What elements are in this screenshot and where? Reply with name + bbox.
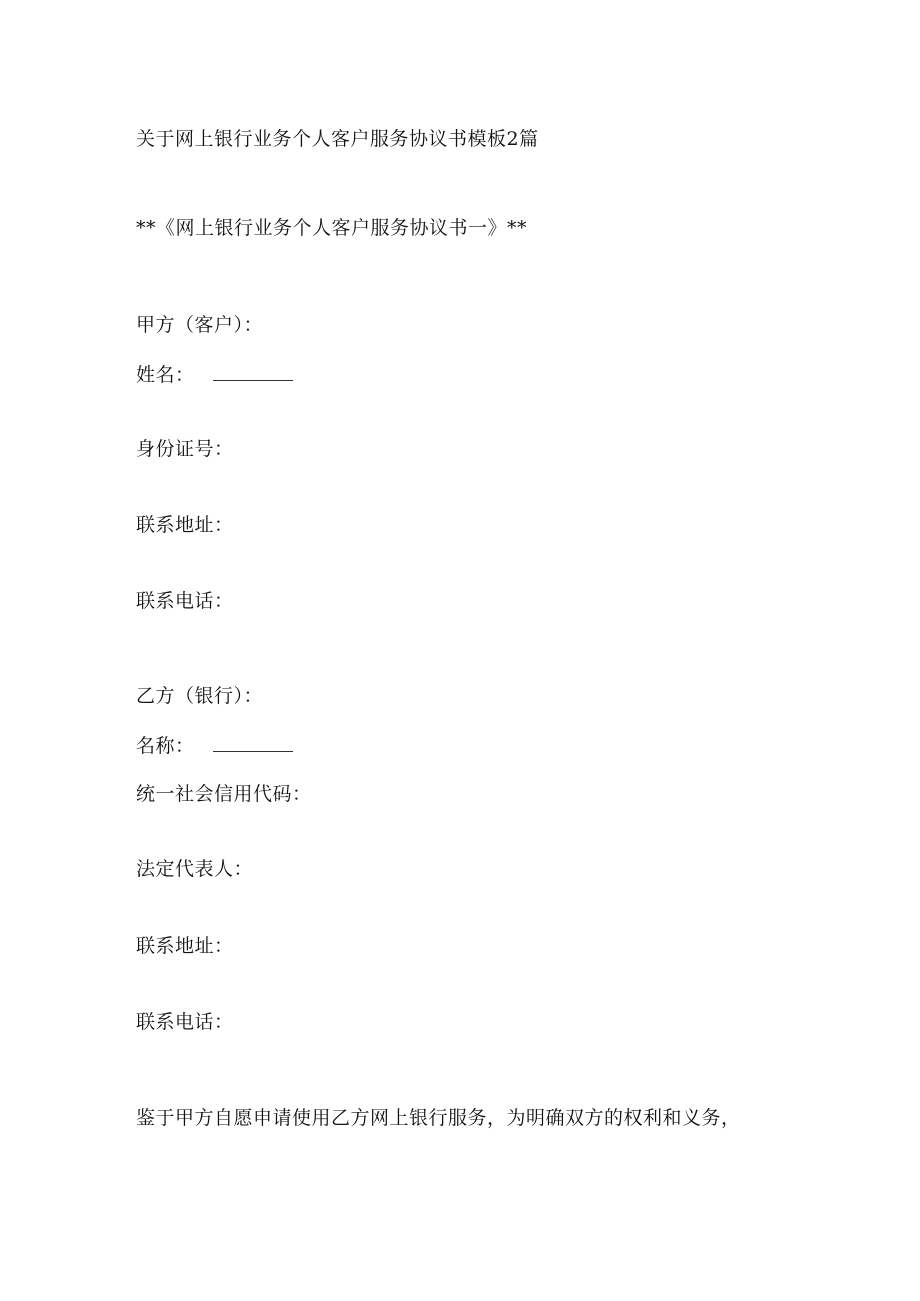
party-b-legal-rep-label: 法定代表人： (136, 858, 254, 880)
party-b-name-row (136, 733, 293, 758)
intro-paragraph: 鉴于甲方自愿申请使用乙方网上银行服务，为明确双方的权利和义务， (136, 1107, 741, 1129)
party-b-credit-code-label: 统一社会信用代码： (136, 783, 312, 805)
party-b-name-blank (213, 733, 293, 752)
party-b-phone-label: 联系电话： (136, 1011, 234, 1033)
party-b-heading: 乙方（银行）： (136, 685, 264, 707)
party-a-id-label: 身份证号： (136, 438, 234, 460)
party-a-name-row (136, 362, 293, 387)
party-a-heading: 甲方（客户）： (136, 314, 264, 336)
party-a-phone-label: 联系电话： (136, 590, 234, 612)
party-b-address-label: 联系地址： (136, 935, 234, 957)
party-a-name-blank (213, 362, 293, 381)
party-a-name-label: 姓名： (136, 364, 195, 386)
document-title: 关于网上银行业务个人客户服务协议书模板2篇 (136, 128, 539, 150)
party-a-address-label: 联系地址： (136, 514, 234, 536)
party-b-name-label: 名称： (136, 735, 195, 757)
section-heading: **《网上银行业务个人客户服务协议书一》** (136, 217, 528, 239)
